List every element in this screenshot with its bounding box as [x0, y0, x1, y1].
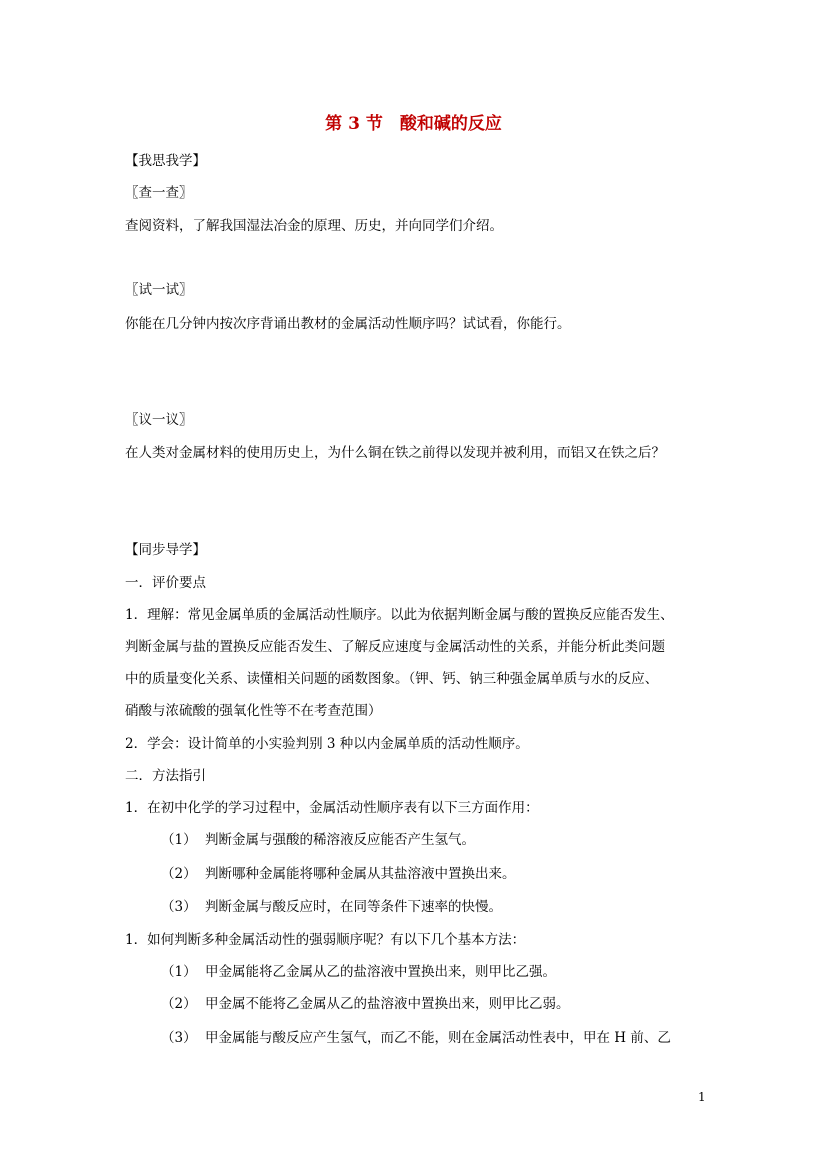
list-item [161, 865, 516, 883]
paragraph-check: 查阅资料，了解我国湿法冶金的原理、历史，并向同学们介绍。 [125, 218, 503, 234]
paragraph-learn: 2．学会：设计简单的小实验判别 3 种以内金属单质的活动性顺序。 [125, 736, 529, 752]
list-item-text: 判断金属与强酸的稀溶液反应能否产生氢气。 [205, 832, 475, 848]
subheading-try: 〖试一试〗 [125, 282, 193, 298]
paragraph-try: 你能在几分钟内按次序背诵出教材的金属活动性顺序吗？试试看，你能行。 [125, 316, 571, 332]
heading-evaluation: 一．评价要点 [125, 575, 206, 591]
list-item-number: （1） [161, 832, 197, 848]
list-item [161, 831, 475, 849]
list-item-number: （2） [161, 866, 197, 882]
list-item-text: 判断金属与酸反应时，在同等条件下速率的快慢。 [205, 899, 502, 915]
subheading-check: 〖查一查〗 [125, 185, 193, 201]
list-item-text: 甲金属能将乙金属从乙的盐溶液中置换出来，则甲比乙强。 [205, 964, 556, 980]
paragraph-discuss: 在人类对金属材料的使用历史上，为什么铜在铁之前得以发现并被利用，而铝又在铁之后？ [125, 445, 665, 461]
paragraph-method-1: 1．在初中化学的学习过程中，金属活动性顺序表有以下三方面作用： [125, 800, 539, 816]
page-title: 第 3 节 酸和碱的反应 [325, 114, 502, 134]
paragraph-understand-3: 中的质量变化关系、读懂相关问题的函数图象。（钾、钙、钠三种强金属单质与水的反应、 [125, 671, 659, 687]
heading-methods: 二．方法指引 [125, 768, 206, 784]
section-heading-sync: 【同步导学】 [125, 542, 206, 558]
section-heading-think: 【我思我学】 [125, 153, 206, 169]
subheading-discuss: 〖议一议〗 [125, 412, 193, 428]
list-item [161, 995, 570, 1013]
list-item [161, 963, 556, 981]
list-item-text: 判断哪种金属能将哪种金属从其盐溶液中置换出来。 [205, 866, 516, 882]
list-item [161, 1029, 671, 1047]
page-number: 1 [698, 1090, 706, 1104]
list-item-number: （2） [161, 996, 197, 1012]
paragraph-understand-4: 硝酸与浓硫酸的强氧化性等不在考查范围） [125, 703, 382, 719]
paragraph-understand-1: 1．理解：常见金属单质的金属活动性顺序。以此为依据判断金属与酸的置换反应能否发生、 [125, 607, 674, 623]
list-item-text: 甲金属能与酸反应产生氢气，而乙不能，则在金属活动性表中，甲在 H 前、乙 [205, 1030, 671, 1046]
paragraph-method-2: 1．如何判断多种金属活动性的强弱顺序呢？有以下几个基本方法： [125, 932, 526, 948]
list-item-number: （3） [161, 899, 197, 915]
list-item-number: （1） [161, 964, 197, 980]
list-item [161, 898, 502, 916]
list-item-text: 甲金属不能将乙金属从乙的盐溶液中置换出来，则甲比乙弱。 [205, 996, 570, 1012]
list-item-number: （3） [161, 1030, 197, 1046]
paragraph-understand-2: 判断金属与盐的置换反应能否发生、了解反应速度与金属活动性的关系，并能分析此类问题 [125, 639, 665, 655]
